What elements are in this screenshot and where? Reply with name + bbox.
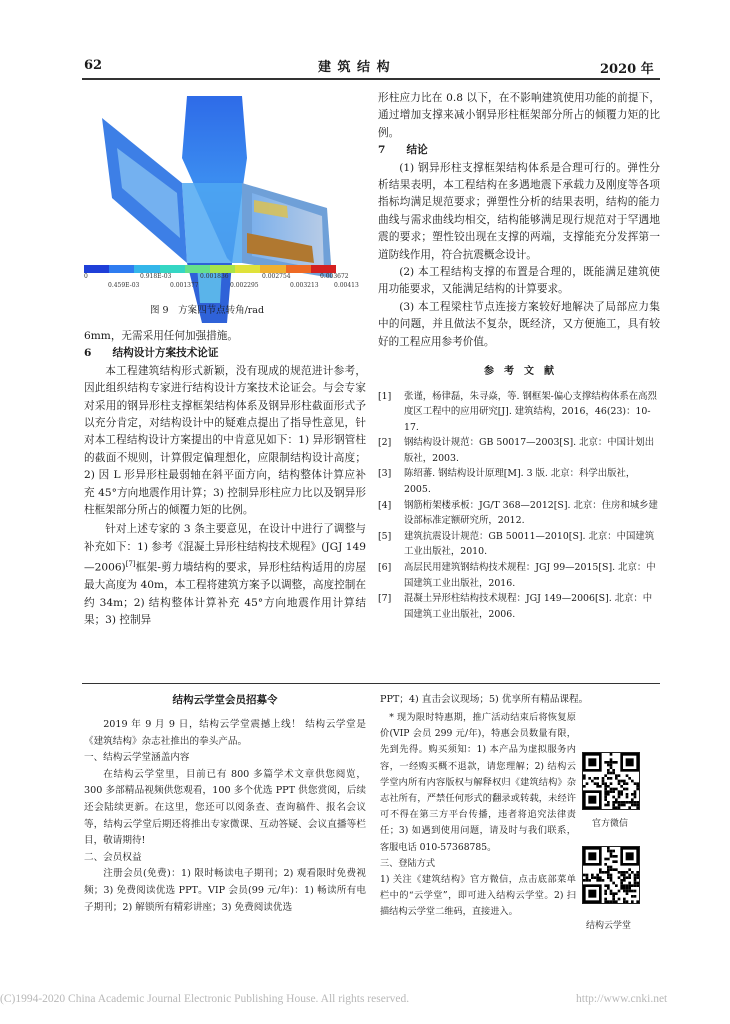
ad-right [380,692,660,709]
right-column [378,90,660,622]
scale-swatch [109,265,134,273]
scale-swatch [185,265,210,273]
ad-right-continuation: PPT；4) 直击会议现场；5) 优享所有精品课程。 [380,694,589,705]
p2-text: 针对上述专家的 3 条主要意见，在设计中进行了调整与补充如下：1) 参考《混凝土异形柱结构技术规程》(JGJ 149—2006) [84,523,366,574]
ad-paragraph-1: 在结构云学堂里，目前已有 800 多篇学术文章供您阅览，300 多部精品视频供您观看，100 多个优选 PPT 供您赏阅，后续还会陆续更新。在这里，您还可以阅条查、查询稿件、报名会议等，结构云学堂后期还将推出专家微课、互动答疑、会议直播等栏目，敬请期待! [84,768,366,847]
scale-top-label: 0.918E-03 [140,273,172,280]
scale-bottom-labels [84,282,359,292]
left-paragraph-2 [84,521,366,629]
figure-caption: 图 9 方案四节点转角/rad [150,305,265,316]
journal-title: 建 筑 结 构 [318,60,391,75]
scale-swatch [210,265,235,273]
conclusion-2: (2) 本工程结构支撑的布置是合理的，既能满足建筑使用功能要求，又能满足结构的计算要求。 [378,266,660,296]
scale-bottom-label: 0.003213 [290,282,319,289]
qr-code-icon [583,847,639,903]
reference-item [378,560,660,591]
ad-heading-3: 三、登陆方式 [380,857,436,869]
scale-swatch [235,265,260,273]
scale-swatch [160,265,185,273]
ad-paragraph-2: 注册会员(免费)：1) 限时畅读电子期刊；2) 观看限时免费视频；3) 免费阅读优选 PPT。VIP 会员(99 元/年)：1) 畅读所有电子期刊；2) 解锁所有精彩讲座；3) 免费阅读优选 [84,868,366,913]
reference-item [378,389,660,436]
reference-item [378,591,660,622]
ad-note-block [380,710,576,921]
left-paragraph-1: 本工程建筑结构形式新颖，没有现成的规范进计参考，因此组织结构专家进行结构设计方案技术论证会。与会专家对采用的钢异形柱支撑框架结构体系及钢异形柱截面形式予以充分肯定，对结构设计中的疑难点提出了指导性意见，针对本工程结构设计方案提出的中肯意见如下：1) 异形钢管柱的截面不规则，计算假定偏理想化，应限制结构设计高度；2) 因 L 形异形柱最弱轴在斜平面方向，结构整体计算应补充 45°方向地震作用计算；3) 控制异形柱应力比以及钢异形柱框架部分所占的倾覆力矩的比例。 [84,364,366,517]
qr-official-wechat[interactable] [582,752,640,810]
qr2-label: 结构云学堂 [586,921,632,931]
year: 2020 年 [600,62,654,77]
reference-item [378,435,660,466]
conclusion-1: (1) 钢异形柱支撑框架结构体系是合理可行的。弹性分析结果表明，本工程结构在多遇地震下承载力及刚度等各项指标均满足规范要求；弹塑性分析的结果表明，结构的能力曲线与需求曲线均相交，结构能够满足现行规范对于罕遇地震的要求；塑性铰出现在支撑的两端，支撑能充分发挥第一道防线作用，符合抗震概念设计。 [378,161,660,261]
ad-separator [82,683,660,684]
reference-text: 陈绍蕃. 钢结构设计原理[M]. 3 版. 北京：科学出版社，2005. [404,468,636,496]
qr-structure-cloud[interactable] [582,846,640,904]
reference-number: [2] [378,437,392,449]
section-6-title: 6 结构设计方案技术论证 [84,347,219,360]
scale-swatch [134,265,159,273]
scale-swatch [260,265,285,273]
reference-number: [4] [378,499,392,511]
ad-heading-2: 二、会员权益 [84,851,142,863]
ad-paragraph-3: 1) 关注《建筑结构》官方微信，点击底部菜单栏中的“云学堂”，即可进入结构云学堂。2) 扫描结构云学堂二维码，直接进入。 [380,874,576,918]
reference-text: 建筑抗震设计规范：GB 50011—2010[S]. 北京：中国建筑工业出版社，2010. [404,530,655,558]
scale-swatch [286,265,311,273]
conclusion-3: (3) 本工程梁柱节点连接方案较好地解决了局部应力集中的问题，并且做法不复杂，既经济，又方便施工，具有较好的工程应用参考价值。 [378,300,660,348]
scale-swatch [84,265,109,273]
color-scale-bar [84,265,336,273]
scale-top-label: 0.001836 [200,273,229,280]
ad-title: 结构云学堂会员招募令 [172,694,278,706]
reference-number: [6] [378,562,392,574]
right-continuation: 形柱应力比在 0.8 以下，在不影响建筑使用功能的前提下，通过增加支撑来减小钢异形柱框架部分所占的倾覆力矩的比例。 [378,92,660,139]
scale-bottom-label: 0.459E-03 [108,282,140,289]
reference-number: [7] [378,593,392,605]
reference-text: 混凝土异形柱结构技术规程：JGJ 149—2006[S]. 北京：中国建筑工业出版社，2006. [404,593,653,620]
section-7-title: 7 结论 [378,144,428,157]
ad-intro: 2019 年 9 月 9 日，结构云学堂震撼上线！ 结构云学堂是《建筑结构》杂志社推出的拳头产品。 [84,719,366,747]
citation-7: [7] [125,560,136,569]
scale-swatch [311,265,336,273]
scale-bottom-label: 0.001377 [170,282,199,289]
left-column [84,328,366,629]
reference-text: 钢筋桁架楼承板：JG/T 368—2012[S]. 北京：住房和城乡建设部标准定额研究所，2012. [404,499,658,527]
column-mid [182,183,242,263]
copyright-footer: (C)1994-2020 China Academic Journal Electronic Publishing House. All rights reserved. [0,993,410,1005]
reference-list [378,389,660,623]
p2-rest: 框架-剪力墙结构的要求，异形柱结构适用的房屋最大高度为 40m，本工程将建筑方案予以调整，高度控制在约 34m；2) 结构整体计算补充 45°方向地震作用计算结果；3) 控制异 [84,561,366,627]
reference-item [378,466,660,497]
ad-heading-1: 一、结构云学堂涵盖内容 [84,752,190,764]
header-rule [82,78,660,80]
reference-text: 张谨，杨律磊，朱寻焱，等. 钢框架-偏心支撑结构体系在高烈度区工程中的应用研究[J]. 建筑结构，2016，46(23)：10-17. [404,390,657,433]
scale-top-label: 0 [84,273,88,280]
qr1-label: 官方微信 [592,819,629,829]
ad-left [84,692,366,916]
scale-bottom-label: 0.00413 [334,282,359,289]
scale-bottom-label: 0.002295 [230,282,259,289]
reference-text: 高层民用建筑钢结构技术规程：JGJ 99—2015[S]. 北京：中国建筑工业出版社，2016. [404,562,656,589]
ad-note: * 现为限时特惠期，推广活动结束后将恢复原价(VIP 会员 299 元/年)，特惠会员数量有限，先到先得。购买须知：1) 本产品为虚拟服务内容，一经购买概不退款，请您理解；2) 结构云学堂内所有内容版权与解释权归《建筑结构》杂志社所有，严禁任何形式的翻录或转载，未经许可不得在第三方平台传播，违者将追究法律责任；3) 如遇到使用问题，请及时与我们联系，客服电话 010-57368785。 [380,712,576,853]
scale-top-label: 0.003672 [320,273,349,280]
reference-item [378,498,660,529]
qr-code-icon [583,753,639,809]
reference-text: 钢结构设计规范：GB 50017—2003[S]. 北京：中国计划出版社，2003. [404,437,655,464]
reference-number: [3] [378,468,392,480]
left-continuation: 6mm，无需采用任何加强措施。 [84,330,238,342]
reference-item [378,529,660,560]
cnki-url[interactable]: http://www.cnki.net [576,993,668,1005]
reference-number: [1] [378,390,392,402]
scale-top-label: 0.002754 [262,273,291,280]
page-number: 62 [84,58,103,73]
reference-number: [5] [378,530,392,542]
references-title: 参 考 文 献 [484,366,554,378]
